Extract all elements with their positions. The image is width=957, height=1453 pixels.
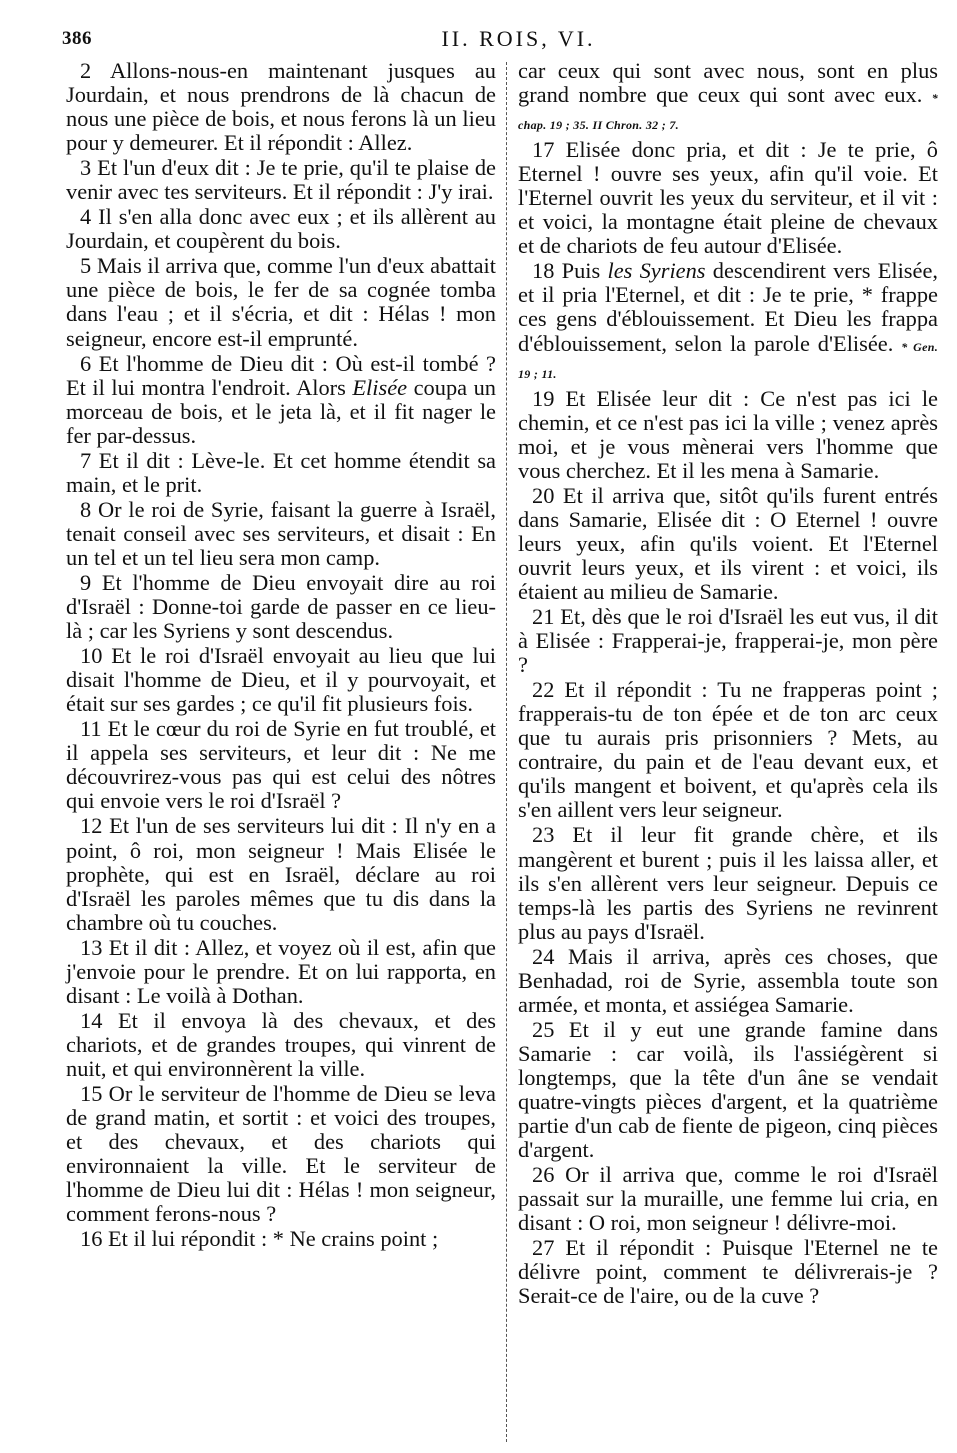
- verse-number: 25: [532, 1016, 555, 1042]
- verse: [66, 449, 496, 497]
- verse: [66, 1009, 496, 1081]
- verse-number: 2: [80, 58, 92, 83]
- verse-number: 4: [80, 204, 92, 230]
- verse: [518, 1163, 938, 1235]
- verse-text: descendirent vers Elisée, et il pria l'Eternel, et dit : Je te prie, * frappe ces gens d'éblouissement. Et Dieu les frappa d'éblouissement, selon la parole d'Elisée.: [518, 258, 938, 356]
- verse: [66, 936, 496, 1008]
- verse-text: Et l'homme de Dieu dit : Où est-il tombé ? Et il lui montra l'endroit. Alors: [66, 350, 496, 400]
- verse: [518, 945, 938, 1017]
- verse-number: 12: [80, 813, 103, 839]
- verse-number: 27: [532, 1235, 555, 1261]
- verse: [518, 605, 938, 677]
- verse-text: Et il y eut une grande famine dans Samarie : car voilà, ils l'assiégèrent si longtemps, que la tête d'un âne se vendait quatre-vingts pièces d'argent, et la quatrième partie d'un cab de fiente de pigeon, cinq pièces d'argent.: [518, 1016, 938, 1163]
- verse-text: Et il dit : Allez, et voyez où il est, afin que j'envoie pour le prendre. Et on lui rapporta, en disant : Le voilà à Dothan.: [66, 934, 496, 1008]
- verse-text: car ceux qui sont avec nous, sont en plus grand nombre que ceux qui sont avec eux.: [518, 58, 938, 108]
- verse-text: Or le roi de Syrie, faisant la guerre à Israël, tenait conseil avec ses serviteurs, et disait : En un tel et un tel lieu sera mon camp.: [66, 496, 496, 570]
- verse-number: 19: [532, 385, 555, 411]
- verse-text: Mais il arriva, après ces choses, que Benhadad, roi de Syrie, assembla toute son armée, et monta, et assiégea Samarie.: [518, 943, 938, 1017]
- verse-text: Et l'un d'eux dit : Je te prie, qu'il te plaise de venir avec tes serviteurs. Et il répondit : J'y irai.: [66, 155, 496, 205]
- verse-text: Et il lui répondit : * Ne crains point ;: [108, 1226, 439, 1252]
- left-column: [66, 59, 496, 1252]
- verse-number: 24: [532, 943, 555, 969]
- verse-text: Puis: [561, 258, 601, 284]
- verse-number: 10: [80, 643, 103, 669]
- verse: [66, 498, 496, 570]
- column-divider: [506, 62, 507, 1442]
- verse-text: Et le cœur du roi de Syrie en fut troublé, et il appela ses serviteurs, et leur dit : Ne me découvrirez-vous pas qui est celui des nôtres qui envoie vers le roi d'Israël ?: [66, 716, 496, 814]
- verse-number: 11: [80, 716, 102, 742]
- verse-number: 16: [80, 1226, 103, 1252]
- verse: [518, 484, 938, 604]
- cross-reference: * chap. 19 ; 35. II Chron. 32 ; 7.: [518, 91, 938, 133]
- verse: [66, 814, 496, 934]
- verse: [66, 352, 496, 448]
- verse: [518, 823, 938, 943]
- verse-text: Et l'un de ses serviteurs lui dit : Il n'y en a point, ô roi, mon seigneur ! Mais Elisée le prophète, qui est en Israël, déclare au roi d'Israël les paroles mêmes que tu dis dans la chambre où tu couches.: [66, 813, 496, 935]
- verse-text: Et, dès que le roi d'Israël les eut vus, il dit à Elisée : Frapperai-je, frapperai-je, mon père ?: [518, 604, 938, 678]
- page-number: 386: [62, 28, 92, 49]
- verse-number: 17: [532, 137, 555, 163]
- verse: [66, 254, 496, 350]
- verse: [66, 59, 496, 155]
- verse: [66, 1082, 496, 1226]
- verse-number: 13: [80, 934, 103, 960]
- verse-number: 14: [80, 1007, 103, 1033]
- verse-text: Et le roi d'Israël envoyait au lieu que lui disait l'homme de Dieu, et il y pourvoyait, et était sur ses gardes ; ce qu'il fit plusieurs fois.: [66, 643, 496, 717]
- verse-text: Et il dit : Lève-le. Et cet homme étendit sa main, et le prit.: [66, 447, 496, 497]
- verse: [66, 644, 496, 716]
- verse-text: Et il envoya là des chevaux, et des chariots, et de grandes troupes, qui vinrent de nuit, et qui environnèrent la ville.: [66, 1007, 496, 1081]
- verse-number: 7: [80, 447, 92, 473]
- verse-text: Mais il arriva que, comme l'un d'eux abattait une pièce de bois, le fer de sa cognée tomba dans l'eau ; et il s'écria, et dit : Hélas ! mon seigneur, encore est-il emprunté.: [66, 253, 496, 351]
- verse-number: 22: [532, 677, 555, 703]
- verse-text: Et il leur fit grande chère, et ils mangèrent et burent ; puis il les laissa aller, et ils s'en allèrent vers leur seigneur. Depuis ce temps-là les partis des Syriens ne revinrent plus au pays d'Israël.: [518, 822, 938, 944]
- verse: [518, 138, 938, 258]
- verse-text: Et il répondit : Tu ne frapperas point ; frapperais-tu de ton épée et de ton arc ceux que tu aurais pris prisonniers ? Mets, au contraire, du pain et de l'eau devant eux, et qu'ils mangent et boivent, et qu'après cela ils s'en aillent vers leur seigneur.: [518, 677, 938, 823]
- verse-number: 18: [532, 258, 555, 284]
- verse-text: Or il arriva que, comme le roi d'Israël passait sur la muraille, une femme lui cria, en disant : O roi, mon seigneur ! délivre-moi.: [518, 1162, 938, 1236]
- verse-text: Et l'homme de Dieu envoyait dire au roi d'Israël : Donne-toi garde de passer en ce lieu-là ; car les Syriens y sont descendus.: [66, 569, 496, 644]
- verse: [518, 678, 938, 822]
- verse: [66, 717, 496, 813]
- verse-text: Or le serviteur de l'homme de Dieu se leva de grand matin, et sortit : et voici des troupes, et des chevaux, et des chariots qui environnaient la ville. Et le serviteur de l'homme de Dieu lui dit : Hélas ! mon seigneur, comment ferons-nous ?: [66, 1080, 496, 1227]
- running-head: II. ROIS, VI.: [441, 26, 596, 51]
- italic-word: Elisée: [352, 374, 408, 400]
- verse-text: Il s'en alla donc avec eux ; et ils allèrent au Jourdain, et coupèrent du bois.: [66, 204, 496, 254]
- verse: [66, 1227, 496, 1251]
- right-column: [518, 59, 938, 1309]
- verse-text: Elisée donc pria, et dit : Je te prie, ô Eternel ! ouvre ses yeux, afin qu'il voie. Et l'Eternel ouvrit les yeux du serviteur, et il vit : et voici, la montagne était pleine de chevaux et de chariots de feu autour d'Elisée.: [518, 137, 938, 259]
- verse-number: 8: [80, 496, 92, 522]
- verse-text: Et il répondit : Puisque l'Eternel ne te délivre point, comment te délivrerais-je ? Serait-ce de l'aire, ou de la cuve ?: [518, 1235, 938, 1309]
- cross-reference: * Gen. 19 ; 11.: [518, 339, 938, 381]
- verse-number: 20: [532, 482, 555, 508]
- verse-number: 5: [80, 253, 92, 279]
- verse-number: 15: [80, 1080, 103, 1106]
- verse: [66, 156, 496, 204]
- verse-text: coupa un morceau de bois, et le jeta là, et il fit nager le fer par-dessus.: [66, 374, 496, 448]
- verse-continuation: [518, 59, 938, 137]
- verse-number: 26: [532, 1162, 555, 1188]
- verse-number: 3: [80, 155, 92, 181]
- verse: [518, 387, 938, 483]
- italic-word: les Syriens: [607, 258, 706, 284]
- verse-number: 6: [80, 350, 92, 376]
- verse: [66, 205, 496, 253]
- verse-text: Allons-nous-en maintenant jusques au Jourdain, et nous prendrons de là chacun de nous une pièce de bois, et nous ferons là un lieu pour y demeurer. Et il répondit : Allez.: [66, 58, 496, 156]
- page-header: [62, 20, 935, 56]
- verse-number: 23: [532, 822, 555, 848]
- verse: [66, 571, 496, 643]
- verse-number: 21: [532, 604, 555, 630]
- verse-text: Et il arriva que, sitôt qu'ils furent entrés dans Samarie, Elisée dit : O Eternel ! ouvre leurs yeux, afin qu'ils voient. Et l'Eternel ouvrit leurs yeux, et ils virent : et voici, ils étaient au milieu de Samarie.: [518, 482, 938, 604]
- verse: [518, 1018, 938, 1162]
- verse: [518, 259, 938, 385]
- verse-number: 9: [80, 569, 92, 595]
- verse-text: Et Elisée leur dit : Ce n'est pas ici le chemin, et ce n'est pas ici la ville ; venez après moi, et je vous mènerai vers l'homme que vous cherchez. Et il les mena à Samarie.: [518, 385, 938, 483]
- verse: [518, 1236, 938, 1308]
